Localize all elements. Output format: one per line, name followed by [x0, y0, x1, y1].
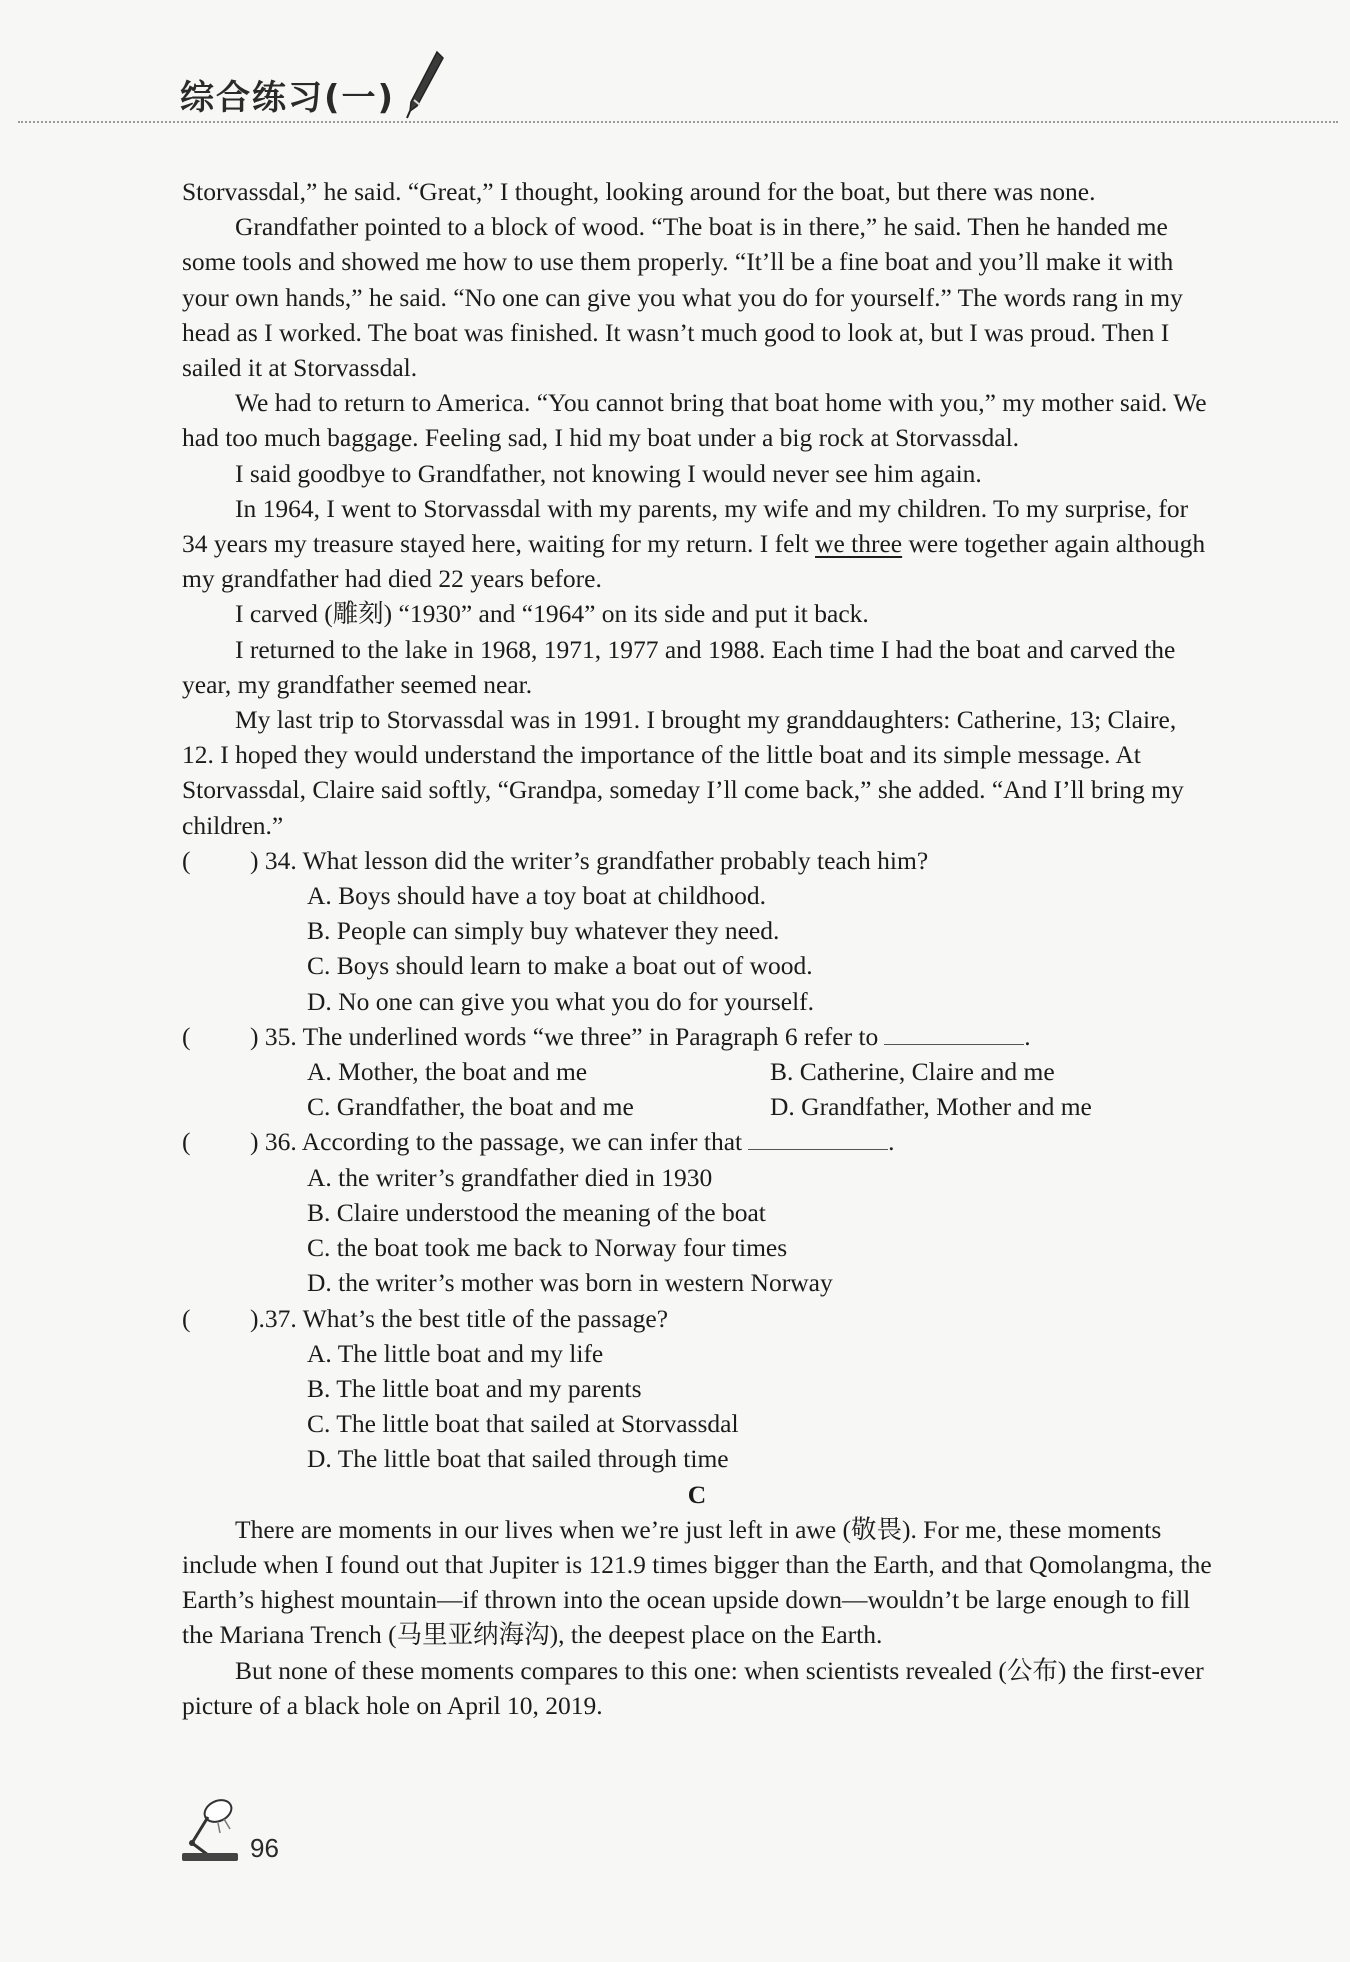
option-b: B. The little boat and my parents	[307, 1373, 642, 1403]
option-b: B. People can simply buy whatever they need.	[307, 916, 780, 946]
question-36	[182, 1124, 1212, 1300]
paragraph-5-end: were together again although my grandfather had died 22 years before.	[182, 529, 1206, 594]
option-d: D. the writer’s mother was born in western Norway	[307, 1268, 833, 1298]
answer-paren[interactable]: (	[182, 845, 191, 875]
question-stem: ).37. What’s the best title of the passage?	[250, 1303, 669, 1333]
paragraph-4: I said goodbye to Grandfather, not knowing I would never see him again.	[235, 458, 982, 488]
answer-blank	[884, 1024, 1024, 1045]
question-stem: ) 34. What lesson did the writer’s grandfather probably teach him?	[250, 845, 929, 875]
question-37	[182, 1301, 1212, 1477]
question-stem: ) 35. The underlined words “we three” in Paragraph 6 refer to	[250, 1021, 879, 1051]
pen-icon	[401, 48, 447, 127]
option-d: D. No one can give you what you do for yourself.	[307, 986, 815, 1016]
paragraph-5-start: In 1964, I went to Storvassdal with my parents, my wife and my children. To my surprise, for 34 years my treasure stayed here, waiting for my return. I felt	[182, 493, 1189, 559]
option-a: A. the writer’s grandfather died in 1930	[307, 1162, 713, 1192]
paragraph-1: Storvassdal,” he said. “Great,” I thought, looking around for the boat, but there was none.	[182, 177, 1096, 206]
option-d: D. The little boat that sailed through time	[307, 1444, 729, 1474]
question-35	[182, 1019, 1212, 1125]
section-c-heading: C	[687, 1479, 707, 1509]
answer-paren[interactable]: (	[182, 1127, 191, 1157]
section-c-paragraph-2: But none of these moments compares to this one: when scientists revealed (公布) the first-ever picture of a black hole on April 10, 2019.	[182, 1655, 1204, 1720]
paragraph-3: We had to return to America. “You cannot bring that boat home with you,” my mother said. We had too much baggage. Feeling sad, I hid my boat under a big rock at Storvassdal.	[182, 388, 1207, 453]
stem-end: .	[888, 1127, 895, 1157]
option-c: C. the boat took me back to Norway four times	[307, 1233, 788, 1263]
paragraph-7: I returned to the lake in 1968, 1971, 1977 and 1988. Each time I had the boat and carved the year, my grandfather seemed near.	[182, 634, 1176, 699]
desk-lamp-icon	[178, 1795, 242, 1870]
options-row-2	[182, 1089, 1212, 1124]
section-title: 综合练习(一)	[180, 78, 396, 118]
paragraph-2: Grandfather pointed to a block of wood. “The boat is in there,” he said. Then he handed me some tools and showed me how to use them properly. “It’ll be a fine boat and you’ll make it with your own hands,” he said. “No one can give you what you do for yourself.” The words rang in my head as I worked. The boat was finished. It wasn’t much good to look at, but I was proud. Then I sailed it at Storvassdal.	[182, 212, 1183, 383]
option-c: C. Boys should learn to make a boat out of wood.	[307, 951, 813, 981]
header-divider	[18, 121, 1338, 123]
page-header	[180, 62, 447, 127]
options-row-1	[182, 1054, 1212, 1089]
underlined-we-three: we three	[815, 529, 903, 559]
answer-paren[interactable]: (	[182, 1021, 191, 1051]
answer-paren[interactable]: (	[182, 1303, 191, 1333]
section-c-paragraph-1: There are moments in our lives when we’re just left in awe (敬畏). For me, these moments include when I found out that Jupiter is 121.9 times bigger than the Earth, and that Qomolangma, the Earth’s highest mountain—if thrown into the ocean upside down—wouldn’t be large enough to fill the Mariana Trench (马里亚纳海沟), the deepest place on the Earth.	[182, 1514, 1212, 1650]
page-footer	[178, 1795, 279, 1870]
question-stem: ) 36. According to the passage, we can infer that	[250, 1127, 743, 1157]
option-d: D. Grandfather, Mother and me	[770, 1092, 1092, 1122]
option-b: B. Claire understood the meaning of the boat	[307, 1197, 766, 1227]
option-c: C. The little boat that sailed at Storvassdal	[307, 1409, 739, 1439]
page-number: 96	[250, 1833, 279, 1863]
question-34	[182, 843, 1212, 1019]
stem-end: .	[1024, 1021, 1031, 1051]
paragraph-8: My last trip to Storvassdal was in 1991. I brought my granddaughters: Catherine, 13; Claire, 12. I hoped they would understand the importance of the little boat and its simple message. At Storvassdal, Claire said softly, “Grandpa, someday I’ll come back,” she added. “And I’ll bring my children.”	[182, 705, 1184, 840]
option-a: A. Mother, the boat and me	[307, 1057, 588, 1087]
option-c: C. Grandfather, the boat and me	[307, 1092, 634, 1122]
option-a: A. Boys should have a toy boat at childhood.	[307, 881, 766, 911]
reading-passage	[182, 174, 1212, 1723]
answer-blank	[748, 1129, 888, 1150]
paragraph-5	[182, 491, 1212, 597]
option-b: B. Catherine, Claire and me	[770, 1057, 1055, 1087]
paragraph-6: I carved (雕刻) “1930” and “1964” on its side and put it back.	[235, 599, 869, 629]
option-a: A. The little boat and my life	[307, 1338, 604, 1368]
